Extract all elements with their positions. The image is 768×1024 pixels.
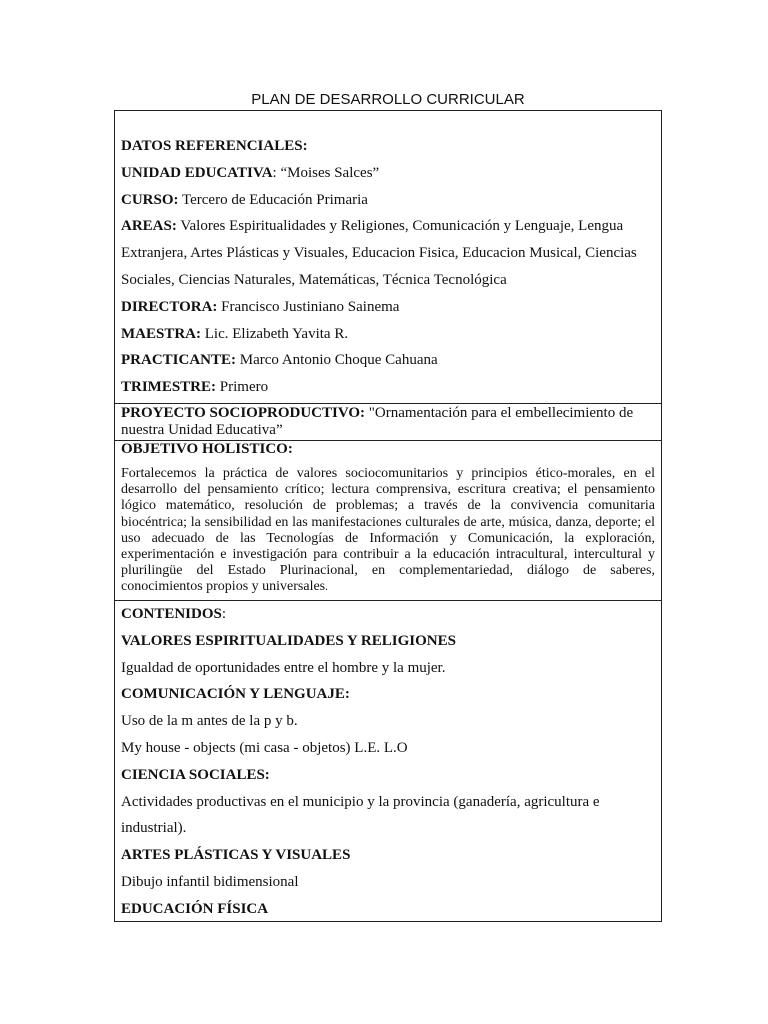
content-item: Uso de la m antes de la p y b. — [121, 713, 298, 730]
field-label: PRACTICANTE: — [121, 352, 237, 369]
field-label: AREAS: — [121, 218, 177, 235]
field-maestra — [121, 321, 655, 348]
area-heading-artes: ARTES PLÁSTICAS Y VISUALES — [121, 847, 351, 864]
content-item: My house - objects (mi casa - objetos) L.E. L.O — [121, 739, 408, 756]
content-item: Dibujo infantil bidimensional — [121, 873, 299, 890]
area-heading-comunicacion: COMUNICACIÓN Y LENGUAJE: — [121, 686, 350, 703]
field-curso — [121, 187, 655, 214]
area-heading-valores: VALORES ESPIRITUALIDADES Y RELIGIONES — [121, 632, 456, 649]
spacer — [121, 111, 655, 133]
field-practicante — [121, 347, 655, 374]
datos-referenciales-section — [115, 111, 661, 403]
contenidos-heading: CONTENIDOS: — [121, 606, 227, 622]
document-title: PLAN DE DESARROLLO CURRICULAR — [251, 91, 525, 108]
field-areas — [121, 213, 655, 293]
field-label: UNIDAD EDUCATIVA — [121, 164, 273, 181]
objetivo-section — [115, 440, 661, 600]
datos-heading: DATOS REFERENCIALES: — [121, 138, 308, 154]
proyecto-value: "Ornamentación para el embellecimiento de nuestra Unidad Educativa” — [121, 405, 634, 438]
proyecto-line — [121, 405, 655, 439]
field-value: “Moises Salces” — [280, 164, 380, 181]
field-label: MAESTRA: — [121, 325, 202, 342]
field-label: DIRECTORA: — [121, 298, 218, 315]
field-value: Marco Antonio Choque Cahuana — [239, 352, 438, 369]
field-unidad-educativa: UNIDAD EDUCATIVA: “Moises Salces” — [121, 164, 380, 181]
content-item: Igualdad de oportunidades entre el hombre y la mujer. — [121, 659, 446, 676]
field-value: Francisco Justiniano Sainema — [221, 298, 400, 315]
objetivo-text: Fortalecemos la práctica de valores sociocomunitarios y principios ético-morales, en el desarrollo del pensamiento crítico; lectura comprensiva, escritura creativa; el pensamiento lógico matemático, resolución de problemas; a través de la convivencia comunitaria biocéntrica; la sensibilidad en las manifestaciones culturales de arte, música, danza, deporte; el uso adecuado de las Tecnologías de Información y Comunicación, la exploración, experimentación e investigación para contribuir a la educación intracultural, intercultural y plurilingüe del Estado Plurinacional, en complementariedad, diálogo de saberes, conocimientos propios y universales. — [121, 466, 655, 595]
field-value: Tercero de Educación Primaria — [182, 191, 368, 208]
field-trimestre — [121, 374, 655, 401]
field-label: CURSO: — [121, 191, 179, 208]
objetivo-heading: OBJETIVO HOLISTICO: — [121, 441, 293, 457]
field-value: Lic. Elizabeth Yavita R. — [204, 325, 349, 342]
content-item: Actividades productivas en el municipio y la provincia (ganadería, agricultura e industrial). — [121, 793, 600, 837]
area-heading-ciencias-sociales: CIENCIA SOCIALES: — [121, 766, 270, 783]
field-label: TRIMESTRE: — [121, 379, 217, 396]
proyecto-section — [115, 403, 661, 440]
field-value: Primero — [219, 379, 269, 396]
field-value: Valores Espiritualidades y Religiones, Comunicación y Lenguaje, Lengua Extranjera, Artes Plásticas y Visuales, Educacion Fisica, Educacion Musical, Ciencias Sociales, Ciencias Naturales, Matemáticas, Técnica Tecnológica — [121, 218, 637, 288]
contenidos-section — [115, 600, 661, 921]
field-directora — [121, 294, 655, 321]
plan-table — [114, 110, 662, 922]
area-heading-educacion-fisica: EDUCACIÓN FÍSICA — [121, 900, 269, 917]
proyecto-label: PROYECTO SOCIOPRODUCTIVO: — [121, 405, 366, 421]
